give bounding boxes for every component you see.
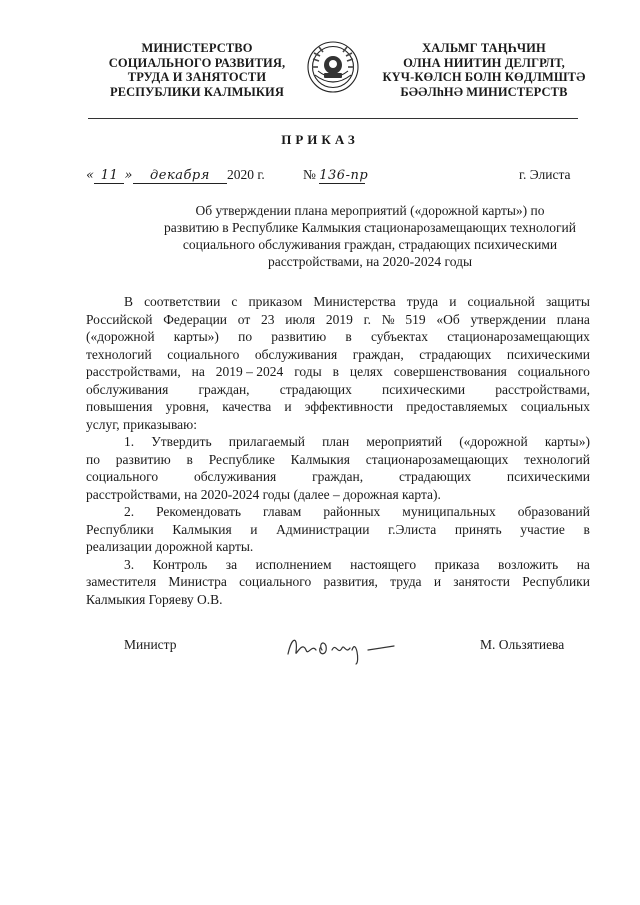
order-body [86,293,590,608]
word: 2019 [325,311,353,327]
word: эффективности [304,399,394,414]
word: 2019 – 2024 [215,364,284,379]
order-item-3 [86,556,590,609]
subject-line: Об утверждении плана мероприятий («дорожной карты») по [195,203,545,218]
word: субъектах [370,329,429,344]
order-item-2 [86,503,590,556]
word: целях [349,364,383,379]
word: и [250,521,258,537]
word: Утвердить [151,434,212,449]
signer-role: Министр [124,637,177,652]
date-month: декабря [133,168,227,184]
header-right-line: ОЛНА НИИТИН ДЕЛГРЛТ, [403,55,565,70]
word: исполнением [255,556,332,572]
body-line: услуг, приказываю: [86,416,197,432]
order-item-1 [86,433,590,503]
body-line: расстройствами, на 2020-2024 годы (далее – дорожная карта). [86,486,441,502]
header-right-line: КҮЧ-КӨЛСН БОЛН КӨДЛМШТӘ [382,70,586,84]
word: труда [406,294,439,309]
word: технологий [524,451,590,467]
word: от [237,311,251,327]
date-open-quote: « [86,168,95,183]
word: карты») [173,329,219,344]
body-line [86,363,590,381]
word: приказа [434,556,480,572]
word: стационарозамещающих [447,329,590,344]
word: на [191,364,205,379]
word: расстройствами, [86,364,181,379]
header-left-line: СОЦИАЛЬНОГО РАЗВИТИЯ, [108,55,286,70]
word: июля [285,311,316,327]
word: совершенствования [393,364,507,379]
word: «Об [436,311,460,327]
word: Калмыкия [172,521,232,537]
word: Рекомендовать [156,504,242,519]
word: в [583,521,590,537]
word: В [124,294,134,309]
word: Федерации [163,311,228,327]
header-left-line: РЕСПУБЛИКИ КАЛМЫКИЯ [110,84,284,99]
word: («дорожной [86,329,155,344]
word: 1. [124,434,135,449]
order-city: г. Элиста [519,167,571,182]
word: по [238,329,253,344]
word: граждан, [352,346,404,362]
body-line [86,468,590,486]
word: повышения [86,399,153,414]
word: образований [517,504,590,519]
word: главам [263,504,302,519]
header-divider [88,118,578,119]
body-line [86,503,590,521]
date-close-quote: » [124,168,133,183]
word: районных [323,504,381,519]
word: годы [294,364,322,379]
word: граждан, [198,381,250,397]
word: обслуживания [86,381,169,397]
word: Контроль [152,556,208,572]
body-line [86,346,590,364]
word: в [345,329,352,344]
word: возложить [498,556,559,572]
word: уровня, [165,399,210,414]
word: Администрации [276,521,370,537]
word: плана [556,311,590,327]
word: социального [86,469,159,484]
word: обслуживания [193,469,277,484]
word: по [86,451,100,467]
word: и [284,399,292,414]
word: утверждении [470,311,547,327]
word: психическими [506,346,590,362]
word: на [576,556,590,572]
word: мероприятий [366,434,443,449]
word: расстройствами, [495,381,590,397]
body-line [86,398,590,416]
word: принять [454,521,502,537]
word: труда [390,574,422,589]
word: приказом [248,294,303,309]
body-line: реализации дорожной карты. [86,539,254,554]
handwritten-signature [282,628,402,666]
word: 23 [260,311,275,327]
word: заместителя [86,574,157,589]
header-left-line: ТРУДА И ЗАНЯТОСТИ [127,70,267,84]
word: муниципальных [402,504,496,519]
word: стационарозамещающих [365,451,509,467]
word: страдающих [419,346,492,362]
word: страдающих [398,469,472,484]
body-line [86,556,590,574]
word: психическими [506,469,590,484]
word: занятости [453,574,510,589]
word: Республики [86,521,154,537]
word: соответствии [144,294,221,309]
ministry-name-kalmyk [364,41,604,99]
word: Республики [522,574,590,589]
word: развитию [115,451,171,467]
word: страдающих [279,381,352,397]
body-line [86,433,590,451]
word: участие [520,521,565,537]
word: защиты [545,294,590,309]
word: карты») [544,434,590,449]
order-number-value: 136-пр [319,168,369,183]
ministry-name-russian [88,41,306,99]
word: г.Элиста [388,521,437,537]
header-left-line: МИНИСТЕРСТВО [141,41,253,55]
word: социальной [467,294,535,309]
word: предоставляемых [406,399,508,414]
word: социального [167,346,240,362]
word: в [186,451,193,467]
document-title: ПРИКАЗ [281,132,359,147]
word: социальных [520,399,590,414]
word: Республике [208,451,275,467]
order-number [303,167,369,184]
word: социального [517,364,590,379]
word: прилагаемый [228,434,306,449]
word: («дорожной [459,434,528,449]
word: технологий [86,346,152,362]
header-right-line: ХАЛЬМГ ТАҢҺЧИН [422,41,546,55]
word: развития, [323,574,378,589]
body-line [86,521,590,539]
word: с [231,294,238,309]
date-day: 11 [94,168,124,184]
coat-of-arms-icon [305,37,361,97]
order-date [86,167,265,184]
word: 519 [405,311,426,327]
body-line [86,381,590,399]
word: и [449,294,457,309]
preamble-paragraph [86,293,590,433]
word: за [225,556,238,572]
word: и [433,574,442,589]
header-right-line: БӘӘЛһНӘ МИНИСТЕРСТВ [400,84,568,99]
word: обслуживания [254,346,338,362]
date-year: 2020 г. [226,167,265,182]
body-line [86,328,590,346]
order-subject [110,202,630,270]
word: 3. [124,556,135,572]
number-sign: № [303,167,316,182]
word: настоящего [350,556,417,572]
word: развитию [271,329,327,344]
word: Калмыкия [290,451,350,467]
word: Министра [168,574,227,589]
word: качества [222,399,272,414]
word: психическими [382,381,466,397]
word: Министерства [313,294,396,309]
subject-line: развитию в Республике Калмыкия стационарозамещающих технологий [164,220,576,235]
word: 2. [124,504,135,519]
signer-name: М. Ользятиева [480,637,565,652]
word: граждан, [312,469,364,484]
word: план [322,434,350,449]
word: социального [239,574,312,589]
body-line [86,451,590,469]
word: № [381,311,395,327]
body-line [86,311,590,329]
body-line [86,573,590,591]
word: г. [363,311,371,327]
body-line: Калмыкия Горяеву О.В. [86,591,223,607]
subject-line: расстройствами, на 2020-2024 годы [267,254,473,269]
body-line [86,293,590,311]
word: в [332,364,339,379]
word: Российской [86,311,153,327]
subject-line: социального обслуживания граждан, страдающих психическими [182,237,558,252]
